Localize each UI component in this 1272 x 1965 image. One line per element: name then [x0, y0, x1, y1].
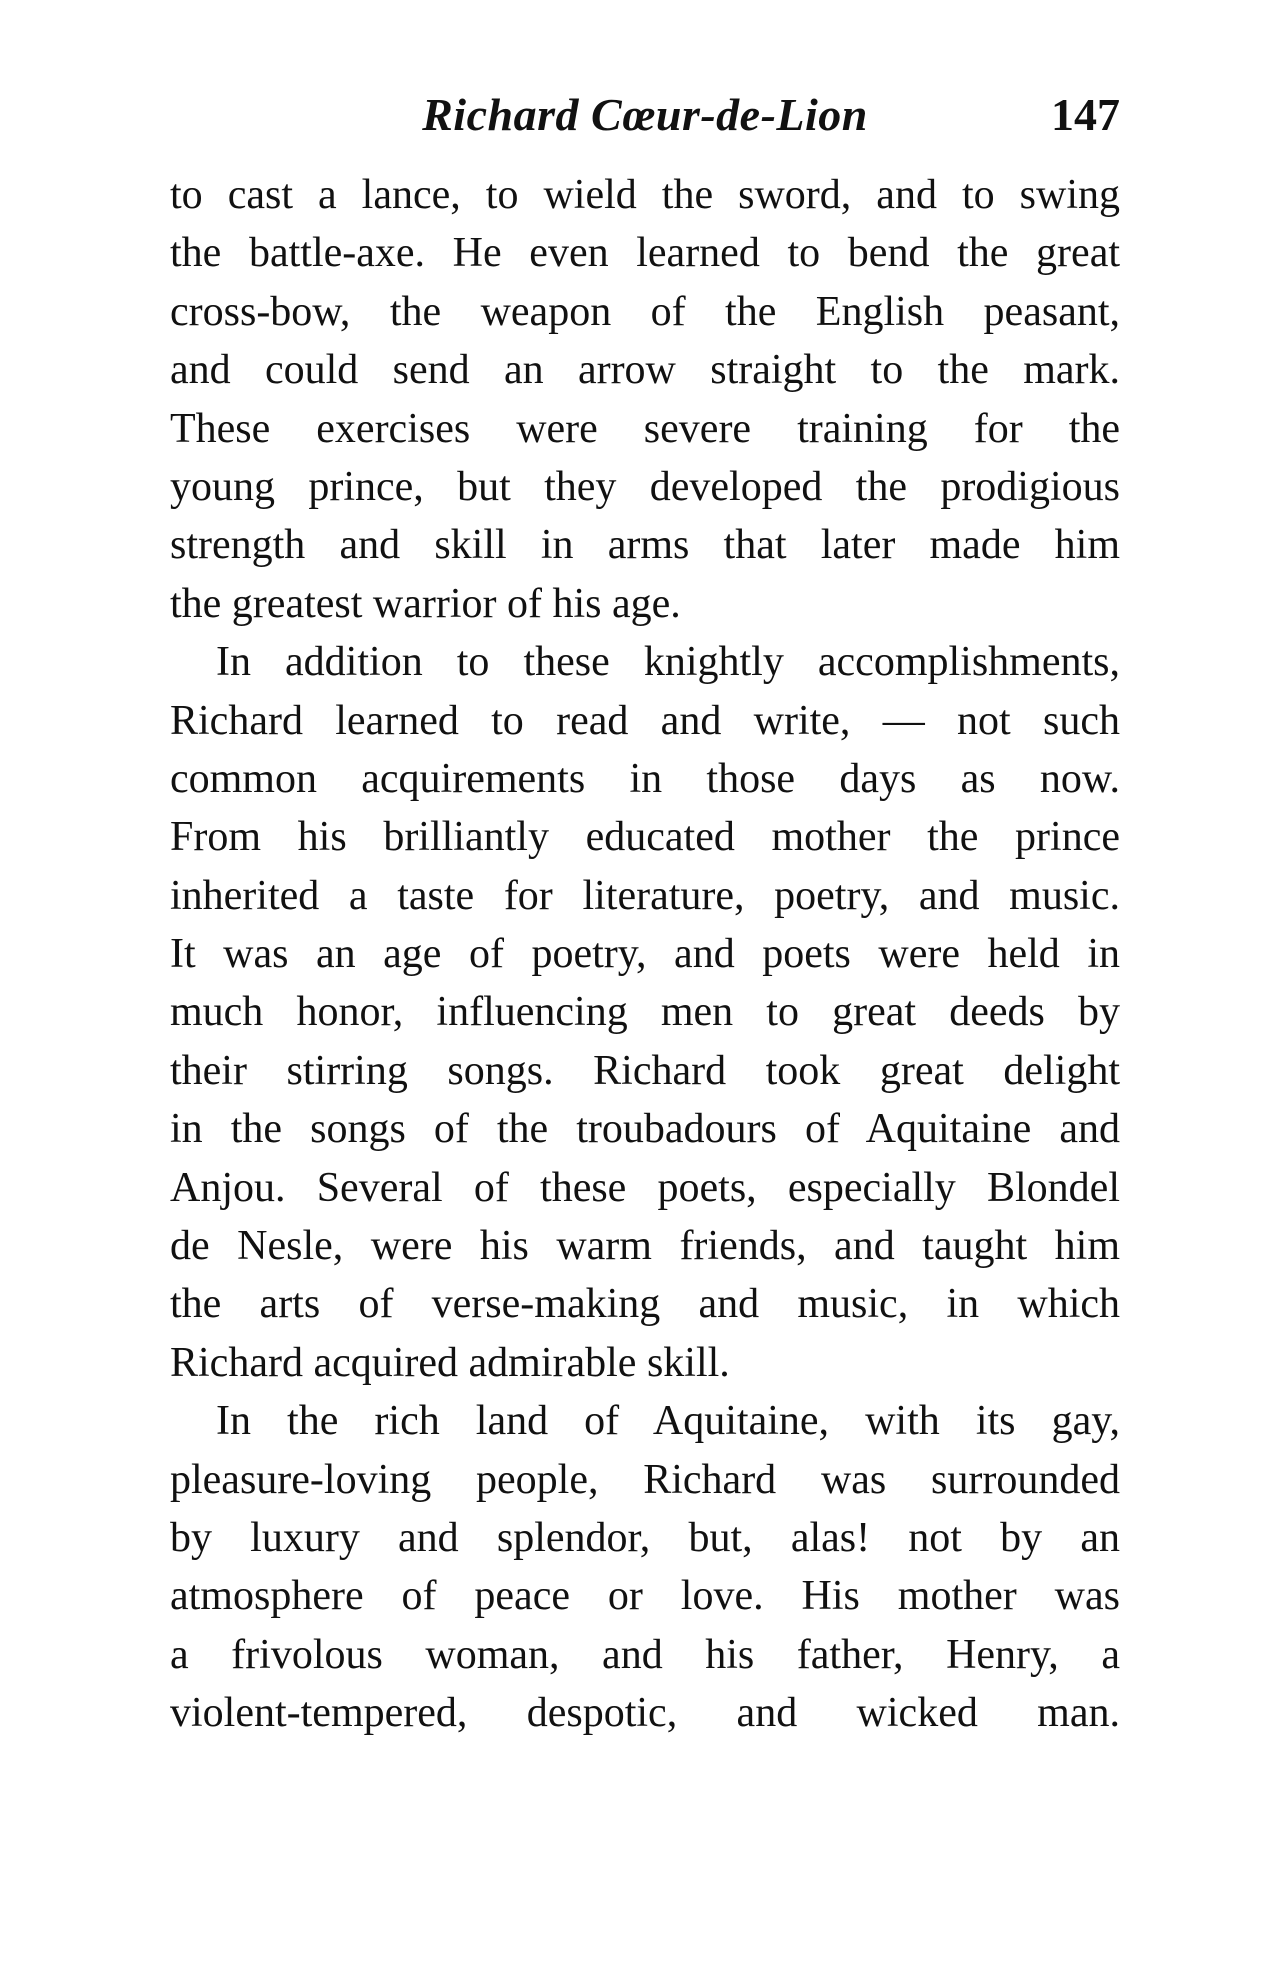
text-line: atmosphere of peace or love. His mother was — [170, 1573, 1120, 1620]
text-line: and could send an arrow straight to the mark. — [170, 347, 1120, 394]
text-line: the arts of verse-making and music, in which — [170, 1281, 1120, 1328]
text-line: These exercises were severe training for the — [170, 405, 1120, 452]
text-line: much honor, influencing men to great deeds by — [170, 989, 1120, 1036]
text-line: strength and skill in arms that later made him — [170, 522, 1120, 569]
body-text — [170, 166, 1120, 1743]
paragraph-3 — [170, 1392, 1120, 1742]
text-line: their stirring songs. Richard took great delight — [170, 1047, 1120, 1094]
text-line: the battle-axe. He even learned to bend the great — [170, 230, 1120, 277]
text-line: de Nesle, were his warm friends, and taught him — [170, 1223, 1120, 1270]
text-line: inherited a taste for literature, poetry, and music. — [170, 872, 1120, 919]
text-line: young prince, but they developed the prodigious — [170, 463, 1120, 510]
text-line: In the rich land of Aquitaine, with its gay, — [216, 1398, 1120, 1445]
text-line: It was an age of poetry, and poets were held in — [170, 931, 1120, 978]
text-line: Richard learned to read and write, — not such — [170, 697, 1120, 744]
text-line: by luxury and splendor, but, alas! not by an — [170, 1514, 1120, 1561]
text-line: pleasure-loving people, Richard was surrounded — [170, 1456, 1120, 1503]
running-title: Richard Cœur-de-Lion — [422, 89, 868, 140]
text-line: to cast a lance, to wield the sword, and to swing — [170, 172, 1120, 218]
text-line: Anjou. Several of these poets, especially Blondel — [170, 1164, 1120, 1211]
paragraph-2 — [170, 633, 1120, 1392]
text-line: In addition to these knightly accomplishments, — [216, 639, 1120, 686]
page-number: 147 — [1051, 89, 1120, 140]
text-line: violent-tempered, despotic, and wicked man. — [170, 1690, 1120, 1737]
text-line: Richard acquired admirable skill. — [170, 1339, 730, 1386]
running-head — [170, 80, 1120, 150]
text-line: common acquirements in those days as now. — [170, 755, 1120, 802]
text-line: the greatest warrior of his age. — [170, 580, 681, 627]
text-line: a frivolous woman, and his father, Henry, a — [170, 1631, 1120, 1678]
paragraph-1 — [170, 166, 1120, 633]
text-line: in the songs of the troubadours of Aquitaine and — [170, 1106, 1120, 1153]
text-line: cross-bow, the weapon of the English peasant, — [170, 288, 1120, 335]
text-line: From his brilliantly educated mother the prince — [170, 814, 1120, 861]
